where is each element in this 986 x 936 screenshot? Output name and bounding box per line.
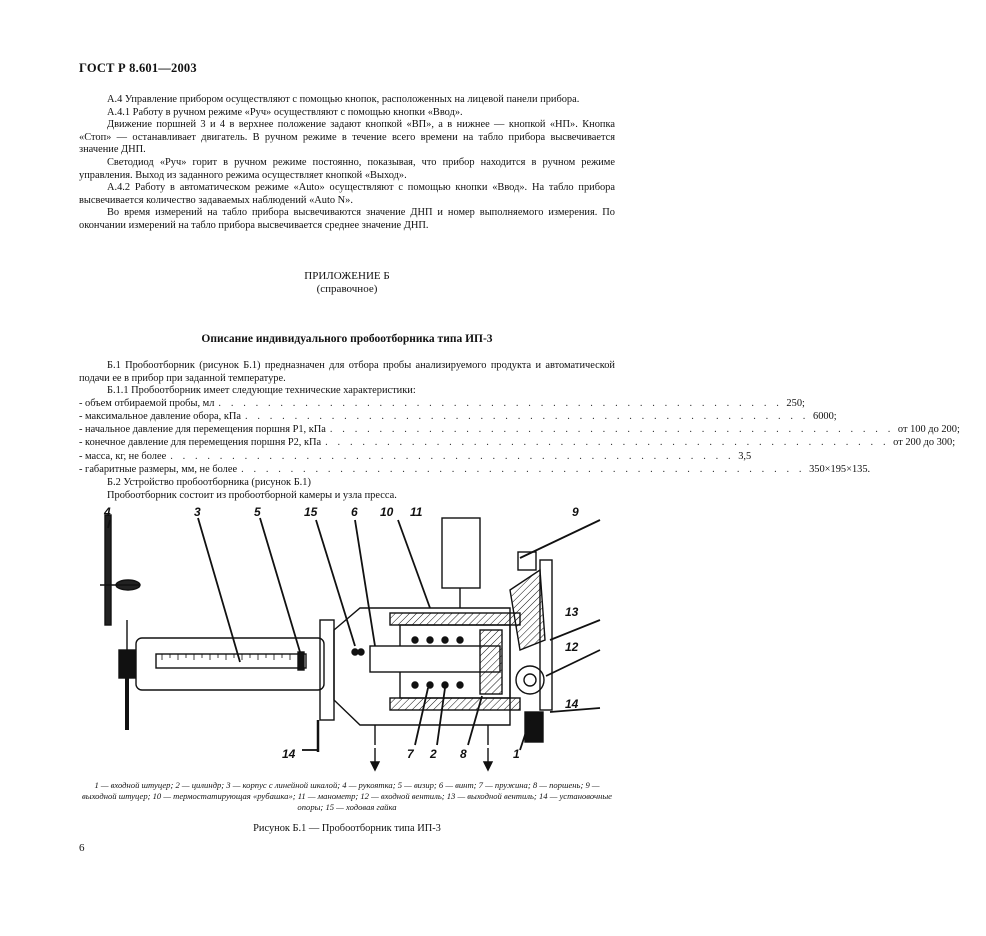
spec-value: 3,5 xyxy=(738,450,752,462)
jacket-top xyxy=(390,613,520,625)
spec-leader: . . . . . . . . . . . . . . . . . . . . . . . . . . . . . . . . . . . . . . . . . . . . . . xyxy=(325,437,890,449)
paragraph-a41: А.4.1 Работу в ручном режиме «Руч» осуществляют с помощью кнопки «Ввод». xyxy=(107,106,463,118)
appendix-heading xyxy=(79,270,615,296)
spec-value: от 100 до 200; xyxy=(897,424,960,436)
spec-leader: . . . . . . . . . . . . . . . . . . . . . . . . . . . . . . . . . . . . . . . . . . . . . . xyxy=(218,397,783,409)
spec-row xyxy=(79,463,871,477)
spec-label: - объем отбираемой пробы, мл xyxy=(79,397,215,409)
spec-value: 250; xyxy=(786,397,805,409)
section-b xyxy=(79,360,960,502)
spec-leader: . . . . . . . . . . . . . . . . . . . . . . . . . . . . . . . . . . . . . . . . . . . . . . xyxy=(329,424,894,436)
specs-list xyxy=(79,397,960,477)
label-11: 11 xyxy=(410,505,423,519)
page-number: 6 xyxy=(79,842,85,854)
linear-scale xyxy=(156,654,306,668)
appendix-subtitle: (справочное) xyxy=(316,283,378,295)
label-4: 4 xyxy=(104,505,111,519)
label-14-right: 14 xyxy=(565,697,579,711)
label-9: 9 xyxy=(572,505,579,519)
spec-label: - конечное давление для перемещения поршня Р2, кПа xyxy=(79,437,322,449)
spec-label: - максимальное давление обора, кПа xyxy=(79,410,241,422)
device-text: Пробоотборник состоит из пробоотборной камеры и узла пресса. xyxy=(107,489,397,501)
appendix-title: ПРИЛОЖЕНИЕ Б xyxy=(304,270,390,282)
spec-value: 6000; xyxy=(813,410,837,422)
label-1: 1 xyxy=(513,747,520,761)
spec-leader: . . . . . . . . . . . . . . . . . . . . . . . . . . . . . . . . . . . . . . . . . . . . . . xyxy=(245,410,809,422)
manometer xyxy=(442,518,480,588)
label-8: 8 xyxy=(460,747,467,761)
spec-row xyxy=(79,450,752,464)
spec-value: 350×195×135. xyxy=(809,463,871,475)
flange-plate xyxy=(320,620,334,720)
paragraph-a42: А.4.2 Работу в автоматическом режиме «Auto» осуществляют с помощью кнопки «Ввод». На табло прибора высвечивается количество задаваемых наблюдений «Auto N». xyxy=(79,182,615,206)
spec-leader: . . . . . . . . . . . . . . . . . . . . . . . . . . . . . . . . . . . . . . . . . . . . . . xyxy=(241,463,806,475)
spec-label: - начальное давление для перемещения поршня Р1, кПа xyxy=(79,424,326,436)
paragraph-a4: А.4 Управление прибором осуществляют с помощью кнопок, расположенных на лицевой панели прибора. xyxy=(107,94,580,105)
piston xyxy=(480,630,502,694)
paragraph-pistons: Движение поршней 3 и 4 в верхнее положение задают кнопкой «ВП», а в нижнее — кнопкой «НП». Кнопка «Стоп» — останавливает двигатель. В ручном режиме в течение всего времени на табло прибора высвечивается значение ДНП. xyxy=(79,119,615,156)
jacket-bottom xyxy=(390,698,520,710)
label-10: 10 xyxy=(380,505,394,519)
document-header: ГОСТ Р 8.601—2003 xyxy=(79,61,197,75)
spec-row xyxy=(79,397,805,411)
paragraph-measurements: Во время измерений на табло прибора высвечиваются значение ДНП и номер выполняемого измерения. По окончании измерений на табло прибора высвечивается среднее значение ДНП. xyxy=(79,207,615,231)
spec-row xyxy=(79,410,837,424)
scale-ticks xyxy=(162,654,298,660)
sampler-drawing xyxy=(70,500,590,775)
label-14-left: 14 xyxy=(282,747,296,761)
spec-label: - габаритные размеры, мм, не более xyxy=(79,463,238,475)
label-2: 2 xyxy=(430,747,437,761)
label-3: 3 xyxy=(194,505,201,519)
scale-housing xyxy=(136,638,324,690)
label-15: 15 xyxy=(304,505,318,519)
sight-marker xyxy=(298,652,304,670)
paragraph-b1: Б.1 Пробоотборник (рисунок Б.1) предназначен для отбора пробы анализируемого продукта и автоматической подачи ее в прибор при заданной температуре. xyxy=(79,360,615,384)
label-7: 7 xyxy=(407,747,414,761)
spec-value: от 200 до 300; xyxy=(893,437,956,449)
paragraph-led: Светодиод «Руч» горит в ручном режиме постоянно, показывая, что прибор находится в ручном режиме управления. Выход из заданного режима осуществляет кнопкой «Выход». xyxy=(79,156,615,181)
device-heading: Б.2 Устройство пробоотборника (рисунок Б.1) xyxy=(107,476,311,488)
spec-row xyxy=(79,437,956,450)
label-6: 6 xyxy=(351,505,358,519)
spec-label: - масса, кг, не более xyxy=(79,450,167,462)
spec-row xyxy=(79,424,960,437)
spec-leader: . . . . . . . . . . . . . . . . . . . . . . . . . . . . . . . . . . . . . . . . . . . . . . xyxy=(170,450,735,462)
specs-heading: Б.1.1 Пробоотборник имеет следующие технические характеристики: xyxy=(107,385,416,397)
section-a xyxy=(79,94,615,233)
label-13: 13 xyxy=(565,605,579,619)
label-12: 12 xyxy=(565,640,579,654)
figure-caption: Рисунок Б.1 — Пробоотборник типа ИП-3 xyxy=(253,823,441,834)
handle-rod xyxy=(105,515,111,625)
handle-block xyxy=(119,650,135,678)
label-5: 5 xyxy=(254,505,261,519)
description-title: Описание индивидуального пробоотборника типа ИП-3 xyxy=(201,333,493,345)
figure-legend: 1 — входной штуцер; 2 — цилиндр; 3 — корпус с линейной шкалой; 4 — рукоятка; 5 — визир; 6 — винт; 7 — пружина; 8 — поршень; 9 — выходной штуцер; 10 — термостатирующая «рубашка»; 11 — манометр; 12 — входной вентиль; 13 — выходной вентиль; 14 — установочные опоры; 15 — ходовая гайка xyxy=(82,780,612,812)
